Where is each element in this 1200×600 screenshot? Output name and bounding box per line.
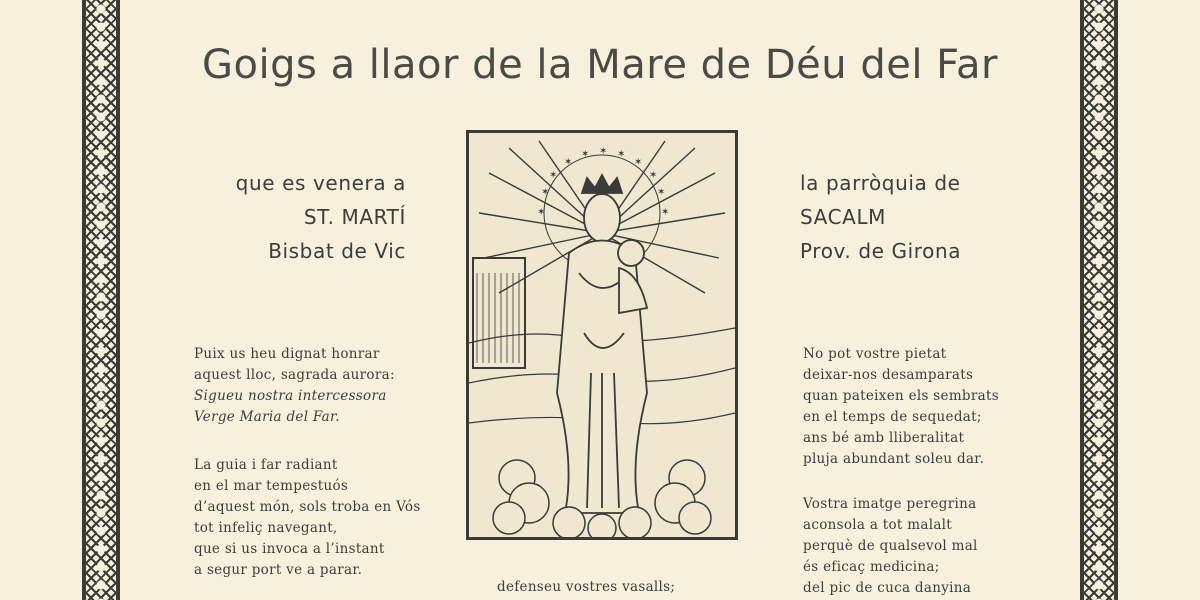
header-right	[800, 166, 961, 268]
verse-line: ans bé amb lliberalitat	[803, 430, 965, 446]
page-title: Goigs a llaor de la Mare de Déu del Far	[202, 42, 998, 88]
decorative-border-left	[82, 0, 120, 600]
verse-line: és eficaç medicina;	[803, 559, 940, 575]
verse-line: deixar-nos desamparats	[803, 367, 974, 383]
verse-line: Puix us heu dignat honrar	[194, 346, 380, 362]
refrain-line: Sigueu nostra intercessora	[194, 388, 387, 404]
svg-text:✶: ✶	[537, 207, 546, 218]
svg-text:✶: ✶	[599, 146, 608, 157]
verse-line: aquest lloc, sagrada aurora:	[194, 367, 395, 383]
verse-line: Vostra imatge peregrina	[803, 496, 977, 512]
stanza-intro	[194, 344, 395, 428]
svg-text:✶: ✶	[661, 207, 670, 218]
refrain-line: Verge Maria del Far.	[194, 409, 340, 425]
stanza-center	[497, 577, 675, 598]
header-left-line: que es venera a	[235, 171, 406, 195]
verse-line: La guia i far radiant	[194, 457, 338, 473]
verse-line: d’aquest món, sols troba en Vós	[194, 499, 421, 515]
svg-text:✶: ✶	[657, 187, 666, 198]
verse-line: tot infeliç navegant,	[194, 520, 338, 536]
verse-line: en el temps de sequedat;	[803, 409, 982, 425]
stanza-right-2	[803, 494, 978, 599]
verse-line: pluja abundant soleu dar.	[803, 451, 985, 467]
verse-line: perquè de qualsevol mal	[803, 538, 978, 554]
svg-text:✶: ✶	[541, 187, 550, 198]
header-left-line: Bisbat de Vic	[268, 239, 406, 263]
stanza-left-2	[194, 455, 421, 581]
verse-line: quan pateixen els sembrats	[803, 388, 999, 404]
svg-text:✶: ✶	[634, 157, 643, 168]
decorative-border-right	[1080, 0, 1118, 600]
header-right-line: la parròquia de	[800, 171, 961, 195]
svg-text:✶: ✶	[549, 170, 558, 181]
verse-line: en el mar tempestuós	[194, 478, 349, 494]
verse-line: No pot vostre pietat	[803, 346, 947, 362]
virgin-and-child-illustration	[469, 133, 735, 537]
stanza-right-1	[803, 344, 999, 470]
header-left-line: ST. MARTÍ	[303, 205, 406, 229]
header-right-line: Prov. de Girona	[800, 239, 962, 263]
svg-text:✶: ✶	[581, 149, 590, 160]
verse-line: a segur port ve a parar.	[194, 562, 363, 578]
virgin-engraving	[466, 130, 738, 540]
verse-line: aconsola a tot malalt	[803, 517, 953, 533]
header-right-line: SACALM	[800, 205, 887, 229]
verse-line: defenseu vostres vasalls;	[497, 579, 676, 595]
svg-text:✶: ✶	[564, 157, 573, 168]
svg-text:✶: ✶	[617, 149, 626, 160]
header-left	[236, 166, 406, 268]
svg-text:✶: ✶	[649, 170, 658, 181]
verse-line: que si us invoca a l’instant	[194, 541, 385, 557]
verse-line: del pic de cuca danyina	[803, 580, 972, 596]
